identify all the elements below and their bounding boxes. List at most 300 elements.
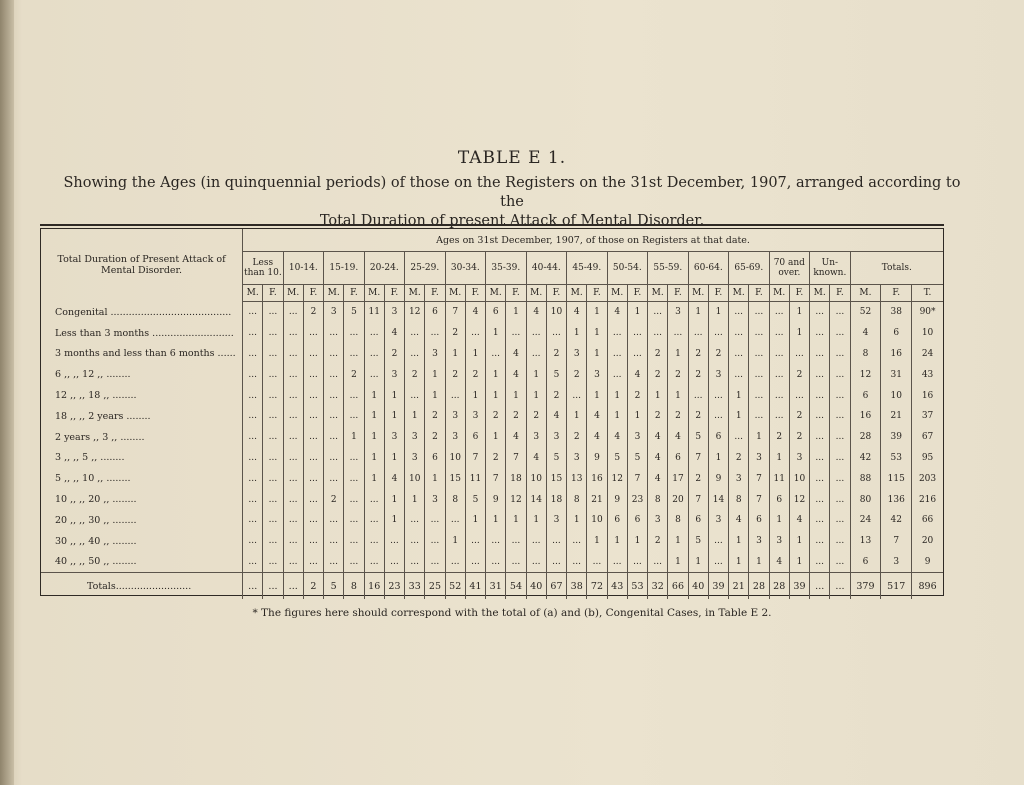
table-cell: ... [567, 552, 587, 573]
table-cell: 2 [384, 344, 404, 365]
table-cell: 2 [789, 364, 809, 385]
table-cell: ... [344, 468, 364, 489]
male-header: M. [729, 285, 749, 302]
female-header: F. [263, 285, 283, 302]
table-cell: ... [688, 323, 708, 344]
table-cell: ... [749, 344, 769, 365]
table-cell: 1 [668, 344, 688, 365]
table-cell: ... [465, 531, 485, 552]
table-cell: 3 [708, 510, 728, 531]
table-cell: ... [810, 344, 830, 365]
table-row [41, 468, 943, 489]
table-cell: 12 [405, 302, 425, 323]
table-cell: 21 [729, 573, 749, 600]
table-cell: ... [303, 344, 323, 365]
table-cell: 2 [425, 427, 445, 448]
table-cell: 1 [486, 510, 506, 531]
table-cell: 4 [587, 406, 607, 427]
table-cell: 1 [364, 448, 384, 469]
table-cell: ... [283, 489, 303, 510]
table-cell: 14 [708, 489, 728, 510]
table-cell: 1 [789, 552, 809, 573]
table-cell: ... [627, 344, 647, 365]
female-header: F. [425, 285, 445, 302]
table-cell: 6 [627, 510, 647, 531]
male-header: M. [607, 285, 627, 302]
table-cell: 7 [627, 468, 647, 489]
table-cell: ... [708, 385, 728, 406]
row-label: 6 ,, ,, 12 ,, ........ [55, 369, 131, 381]
table-cell: ... [830, 364, 850, 385]
table-cell: 8 [668, 510, 688, 531]
table-cell: 38 [567, 573, 587, 600]
table-cell: ... [283, 344, 303, 365]
table-cell: ... [344, 406, 364, 427]
table-cell: ... [263, 427, 283, 448]
total-cell: 66 [912, 510, 943, 531]
female-header: F. [303, 285, 323, 302]
table-cell: 2 [546, 344, 566, 365]
table-cell: 4 [506, 364, 526, 385]
table-cell: 3 [384, 427, 404, 448]
table-cell: 4 [769, 552, 789, 573]
table-cell: 23 [627, 489, 647, 510]
table-cell: ... [810, 364, 830, 385]
table-cell: 2 [425, 406, 445, 427]
table-cell: 2 [445, 364, 465, 385]
table-cell: 2 [465, 364, 485, 385]
table-cell: 2 [688, 364, 708, 385]
table-cell: ... [445, 510, 465, 531]
table-cell: ... [243, 468, 263, 489]
table-cell: ... [364, 364, 384, 385]
total-cell: 28 [850, 427, 881, 448]
table-cell: 1 [708, 302, 728, 323]
age-group-header: 55-59. [648, 252, 689, 285]
table-cell: 2 [486, 406, 506, 427]
table-cell: 1 [668, 385, 688, 406]
table-cell: 2 [567, 427, 587, 448]
table-cell: 3 [567, 344, 587, 365]
table-cell: 3 [425, 489, 445, 510]
total-cell: 10 [912, 323, 943, 344]
table-row [41, 302, 943, 323]
table-cell: ... [263, 531, 283, 552]
table-cell: 1 [364, 406, 384, 427]
total-cell: 31 [881, 364, 912, 385]
table-cell: ... [263, 406, 283, 427]
table-cell: ... [324, 344, 344, 365]
age-group-header: Less than 10. [243, 252, 284, 285]
table-cell: 67 [546, 573, 566, 600]
male-header: M. [810, 285, 830, 302]
table-cell: ... [344, 323, 364, 344]
total-cell: 20 [912, 531, 943, 552]
table-cell: ... [506, 323, 526, 344]
table-cell: ... [506, 552, 526, 573]
total-cell: 16 [881, 344, 912, 365]
table-cell: 18 [546, 489, 566, 510]
table-cell: 1 [749, 552, 769, 573]
table-cell: 2 [789, 427, 809, 448]
table-cell: ... [810, 385, 830, 406]
table-cell: 8 [567, 489, 587, 510]
table-cell: ... [324, 385, 344, 406]
table-cell: ... [405, 552, 425, 573]
table-cell: 32 [648, 573, 668, 600]
table-cell: 4 [384, 468, 404, 489]
total-cell: 896 [912, 573, 943, 600]
row-label: 10 ,, ,, 20 ,, ........ [55, 494, 137, 506]
corner-header: Total Duration of Present Attack of Mental Disorder. [57, 254, 226, 277]
table-subtitle [60, 174, 964, 231]
table-cell: ... [729, 364, 749, 385]
table-cell: 3 [729, 468, 749, 489]
table-cell: 10 [405, 468, 425, 489]
table-cell: 1 [668, 552, 688, 573]
table-cell: 4 [526, 448, 546, 469]
table-cell: 40 [526, 573, 546, 600]
total-cell: 6 [881, 323, 912, 344]
table-cell: ... [830, 510, 850, 531]
table-cell: 1 [567, 406, 587, 427]
table-cell: ... [243, 552, 263, 573]
table-row [41, 344, 943, 365]
table-cell: ... [445, 552, 465, 573]
table-cell: 6 [708, 427, 728, 448]
table-cell: 1 [587, 302, 607, 323]
table-row [41, 427, 943, 448]
table-cell: 41 [465, 573, 485, 600]
table-cell: ... [769, 302, 789, 323]
male-header: M. [567, 285, 587, 302]
table-cell: ... [830, 468, 850, 489]
table-cell: ... [425, 552, 445, 573]
table-cell: ... [607, 552, 627, 573]
table-cell: ... [303, 510, 323, 531]
table-row [41, 448, 943, 469]
table-cell: ... [526, 531, 546, 552]
total-cell: 16 [850, 406, 881, 427]
table-cell: ... [283, 531, 303, 552]
table-cell: 53 [627, 573, 647, 600]
table-cell: 4 [465, 302, 485, 323]
table-cell: 1 [486, 364, 506, 385]
table-cell: 3 [384, 302, 404, 323]
table-cell: 2 [688, 468, 708, 489]
table-cell: ... [243, 364, 263, 385]
table-cell: 1 [627, 531, 647, 552]
table-cell: 16 [587, 468, 607, 489]
table-cell: 1 [688, 552, 708, 573]
total-cell: 9 [912, 552, 943, 573]
male-header: M. [769, 285, 789, 302]
table-cell: 2 [648, 531, 668, 552]
table-cell: 4 [546, 406, 566, 427]
table-cell: ... [546, 323, 566, 344]
table-cell: 4 [627, 364, 647, 385]
total-cell: 67 [912, 427, 943, 448]
table-cell: 39 [789, 573, 809, 600]
total-cell: 53 [881, 448, 912, 469]
table-cell: 3 [648, 510, 668, 531]
table-cell: 43 [607, 573, 627, 600]
table-cell: ... [425, 323, 445, 344]
table-cell: ... [303, 552, 323, 573]
table-cell: 2 [648, 406, 668, 427]
table-row [41, 531, 943, 552]
total-cell: 3 [881, 552, 912, 573]
total-cell: 52 [850, 302, 881, 323]
age-group-header: Un-known. [810, 252, 851, 285]
table-cell: ... [668, 323, 688, 344]
table-cell: ... [283, 552, 303, 573]
age-group-header: 50-54. [607, 252, 648, 285]
table-cell: ... [324, 531, 344, 552]
table-cell: 3 [445, 406, 465, 427]
data-table-frame [40, 228, 944, 596]
table-cell: ... [688, 385, 708, 406]
table-row [41, 323, 943, 344]
table-cell: 72 [587, 573, 607, 600]
table-cell: 1 [607, 385, 627, 406]
age-group-header: 60-64. [688, 252, 729, 285]
table-cell: 3 [526, 427, 546, 448]
table-cell: ... [324, 552, 344, 573]
table-cell: 3 [627, 427, 647, 448]
table-cell: 2 [668, 364, 688, 385]
table-cell: 3 [425, 344, 445, 365]
total-cell: 90* [912, 302, 943, 323]
table-cell: 4 [384, 323, 404, 344]
table-cell: 3 [405, 427, 425, 448]
table-cell: ... [810, 552, 830, 573]
table-cell: ... [769, 385, 789, 406]
table-cell: ... [607, 364, 627, 385]
total-cell: 42 [881, 510, 912, 531]
table-cell: ... [425, 531, 445, 552]
table-cell: ... [263, 344, 283, 365]
table-cell: ... [830, 552, 850, 573]
total-cell: 115 [881, 468, 912, 489]
table-cell: 1 [729, 531, 749, 552]
table-cell: 16 [364, 573, 384, 600]
female-header: F. [384, 285, 404, 302]
table-row [41, 406, 943, 427]
table-cell: ... [729, 427, 749, 448]
totals-row [41, 573, 943, 600]
table-cell: ... [263, 552, 283, 573]
table-cell: 40 [688, 573, 708, 600]
table-cell: ... [729, 323, 749, 344]
table-cell: 9 [607, 489, 627, 510]
table-cell: 1 [688, 302, 708, 323]
table-cell: ... [283, 302, 303, 323]
table-cell: 1 [587, 323, 607, 344]
table-cell: 1 [769, 448, 789, 469]
table-cell: ... [567, 385, 587, 406]
table-cell: 11 [364, 302, 384, 323]
female-header: F. [344, 285, 364, 302]
table-cell: ... [830, 427, 850, 448]
table-cell: ... [607, 323, 627, 344]
table-cell: ... [769, 364, 789, 385]
table-cell: ... [303, 385, 323, 406]
table-cell: ... [303, 531, 323, 552]
male-header: M. [648, 285, 668, 302]
table-title: TABLE E 1. [457, 148, 567, 168]
table-cell: 1 [425, 385, 445, 406]
total-cell: 24 [912, 344, 943, 365]
total-cell: 95 [912, 448, 943, 469]
table-cell: 1 [405, 406, 425, 427]
table-cell: ... [405, 323, 425, 344]
table-cell: ... [810, 510, 830, 531]
table-cell: 1 [465, 344, 485, 365]
table-cell: ... [364, 323, 384, 344]
table-cell: 3 [567, 448, 587, 469]
total-cell: 39 [881, 427, 912, 448]
totals-total-header: T. [912, 285, 943, 302]
table-cell: ... [729, 302, 749, 323]
age-group-header: 45-49. [567, 252, 608, 285]
table-cell: 3 [405, 448, 425, 469]
table-cell: ... [263, 510, 283, 531]
table-cell: 1 [384, 448, 404, 469]
table-cell: 1 [789, 531, 809, 552]
table-cell: ... [364, 552, 384, 573]
table-cell: 1 [789, 323, 809, 344]
table-cell: ... [405, 344, 425, 365]
row-label: 40 ,, ,, 50 ,, ........ [55, 556, 137, 568]
table-cell: 1 [668, 531, 688, 552]
table-cell: ... [830, 573, 850, 600]
subtitle-line-2: Total Duration of present Attack of Mental Disorder. [319, 213, 705, 229]
total-cell: 10 [881, 385, 912, 406]
table-cell: 66 [668, 573, 688, 600]
table-cell: ... [263, 323, 283, 344]
table-cell: ... [769, 344, 789, 365]
table-cell: 1 [506, 302, 526, 323]
table-cell: 7 [749, 489, 769, 510]
table-cell: 17 [668, 468, 688, 489]
table-cell: 7 [688, 489, 708, 510]
table-cell: 1 [729, 552, 749, 573]
table-cell: ... [789, 385, 809, 406]
table-cell: 12 [506, 489, 526, 510]
total-cell: 13 [850, 531, 881, 552]
table-cell: ... [283, 573, 303, 600]
total-cell: 16 [912, 385, 943, 406]
female-header: F. [627, 285, 647, 302]
table-cell: 7 [749, 468, 769, 489]
table-cell: ... [648, 302, 668, 323]
table-cell: 1 [506, 385, 526, 406]
table-cell: 1 [627, 302, 647, 323]
table-cell: 2 [506, 406, 526, 427]
table-cell: ... [526, 323, 546, 344]
table-cell: 1 [425, 468, 445, 489]
table-cell: ... [344, 552, 364, 573]
total-cell: 216 [912, 489, 943, 510]
table-cell: 3 [708, 364, 728, 385]
table-cell: ... [425, 510, 445, 531]
table-cell: 1 [587, 385, 607, 406]
table-cell: ... [810, 323, 830, 344]
table-cell: ... [749, 385, 769, 406]
table-cell: 8 [648, 489, 668, 510]
row-label: 30 ,, ,, 40 ,, ........ [55, 535, 137, 547]
male-header: M. [526, 285, 546, 302]
female-header: F. [830, 285, 850, 302]
table-cell: 3 [324, 302, 344, 323]
table-cell: ... [749, 323, 769, 344]
table-cell: 2 [708, 344, 728, 365]
table-cell: 9 [708, 468, 728, 489]
table-cell: 1 [486, 323, 506, 344]
table-cell: 6 [465, 427, 485, 448]
table-cell: ... [283, 385, 303, 406]
table-cell: 31 [486, 573, 506, 600]
table-cell: 2 [303, 573, 323, 600]
row-label: Totals......................... [41, 573, 243, 600]
table-cell: ... [324, 427, 344, 448]
table-cell: ... [384, 531, 404, 552]
table-cell: 1 [526, 385, 546, 406]
table-cell: 1 [567, 510, 587, 531]
table-cell: 33 [405, 573, 425, 600]
table-cell: 5 [627, 448, 647, 469]
total-cell: 379 [850, 573, 881, 600]
age-group-header: 20-24. [364, 252, 405, 285]
table-cell: 12 [607, 468, 627, 489]
table-cell: ... [810, 406, 830, 427]
table-cell: 4 [648, 427, 668, 448]
table-cell: 1 [486, 385, 506, 406]
table-cell: 4 [789, 510, 809, 531]
table-cell: 1 [607, 531, 627, 552]
table-cell: 3 [445, 427, 465, 448]
female-header: F. [506, 285, 526, 302]
table-cell: ... [324, 468, 344, 489]
table-cell: ... [283, 468, 303, 489]
table-cell: 1 [648, 385, 668, 406]
table-cell: ... [364, 510, 384, 531]
table-cell: ... [648, 323, 668, 344]
row-label: 2 years ,, 3 ,, ........ [55, 431, 145, 443]
table-cell: 5 [546, 448, 566, 469]
table-row [41, 489, 943, 510]
table-cell: 1 [749, 427, 769, 448]
table-cell: 2 [405, 364, 425, 385]
table-cell: 1 [587, 344, 607, 365]
table-cell: 6 [607, 510, 627, 531]
table-cell: 7 [465, 448, 485, 469]
row-label: Less than 3 months ........................... [55, 327, 234, 339]
table-cell: ... [810, 427, 830, 448]
age-group-header: 25-29. [405, 252, 446, 285]
totals-female-header: F. [881, 285, 912, 302]
table-cell: ... [263, 573, 283, 600]
table-cell: ... [283, 427, 303, 448]
total-cell: 12 [850, 364, 881, 385]
table-cell: 2 [526, 406, 546, 427]
table-cell: ... [729, 344, 749, 365]
table-cell: ... [283, 364, 303, 385]
row-label: 3 ,, ,, 5 ,, ........ [55, 452, 125, 464]
total-cell: 80 [850, 489, 881, 510]
table-cell: 2 [486, 448, 506, 469]
